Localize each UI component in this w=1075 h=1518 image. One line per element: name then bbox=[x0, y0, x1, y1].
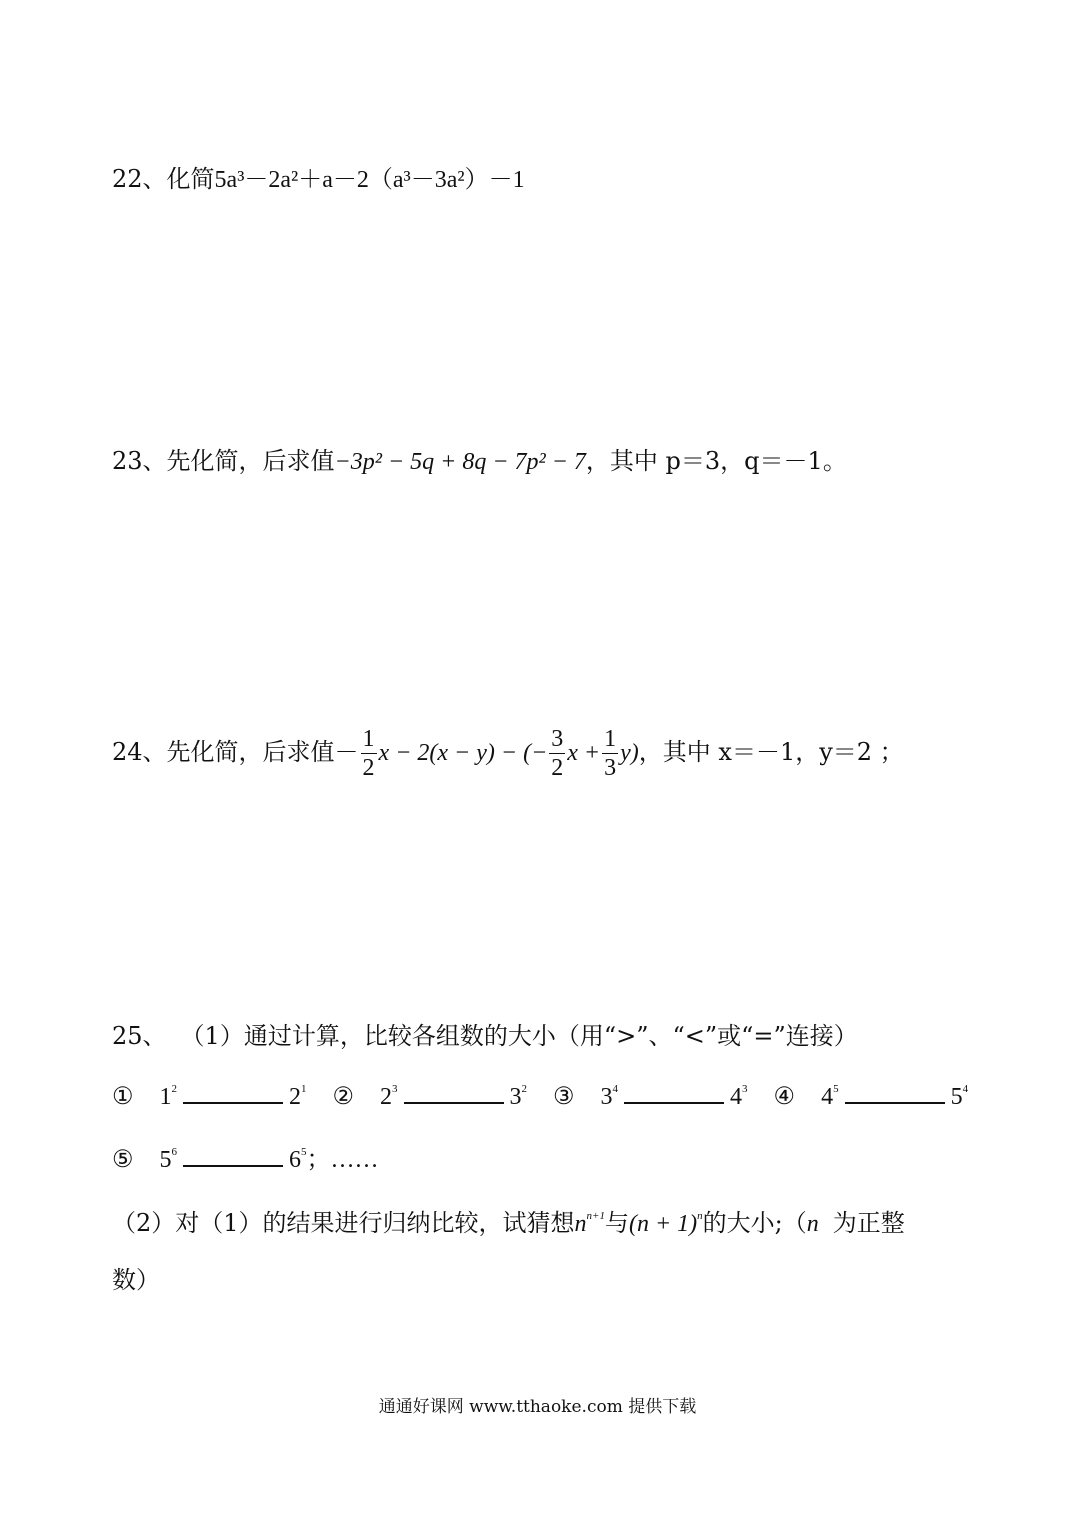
question-23-prefix: 23、先化简，后求值 bbox=[112, 447, 335, 475]
item-3-answer-blank[interactable] bbox=[624, 1080, 724, 1104]
question-25-part2 bbox=[112, 1207, 905, 1240]
fraction-one-third: $\frac{1}{3}$ bbox=[604, 726, 617, 781]
question-23-expression: −3p² − 5q + 8q − 7p² − 7 bbox=[334, 449, 586, 475]
question-25-part2-continued bbox=[112, 1264, 160, 1296]
part2-text-c: 为正整 bbox=[832, 1209, 905, 1237]
question-24-part3: y) bbox=[620, 740, 639, 766]
part2-text-b: 的大小;（ bbox=[702, 1209, 807, 1237]
item-5-left: $5^6$ bbox=[159, 1146, 178, 1173]
question-24-suffix: ，其中 x＝－1，y＝2 ； bbox=[638, 738, 904, 766]
item-4-label: ④ bbox=[773, 1084, 796, 1110]
comparison-row-1 bbox=[112, 1080, 968, 1113]
question-25-prefix: 25、 bbox=[112, 1022, 167, 1050]
item-4-answer-blank[interactable] bbox=[845, 1080, 945, 1104]
question-22 bbox=[112, 163, 525, 196]
item-3-label: ③ bbox=[553, 1084, 575, 1110]
item-2-right: $3^2$ bbox=[509, 1083, 528, 1110]
item-2-label: ② bbox=[332, 1084, 355, 1110]
item-1-left: $1^2$ bbox=[159, 1083, 178, 1110]
item-5-answer-blank[interactable] bbox=[183, 1143, 283, 1167]
item-3-left: $3^4$ bbox=[600, 1083, 619, 1110]
question-23-suffix: ，其中 p＝3，q＝－1。 bbox=[585, 447, 847, 475]
item-1-answer-blank[interactable] bbox=[183, 1080, 283, 1104]
footer-credit: 通通好课网 www.tthaoke.com 提供下载 bbox=[378, 1397, 697, 1417]
question-23 bbox=[112, 445, 847, 478]
comparison-row-2 bbox=[112, 1143, 379, 1176]
part2-n: n bbox=[806, 1211, 819, 1237]
question-25-part1-text: （1）通过计算，比较各组数的大小（用“>”、“<”或“=”连接） bbox=[180, 1022, 858, 1050]
question-24-part2: x + bbox=[567, 740, 601, 766]
fraction-three-halves: $\frac{3}{2}$ bbox=[551, 726, 564, 781]
fraction-one-half: $\frac{1}{2}$ bbox=[362, 726, 375, 781]
item-3-right: $4^3$ bbox=[730, 1083, 748, 1110]
item-2-left: $2^3$ bbox=[380, 1083, 398, 1110]
item-4-left: $4^5$ bbox=[821, 1083, 839, 1110]
item-5-label: ⑤ bbox=[112, 1147, 134, 1173]
part2-text-d: 数） bbox=[112, 1266, 160, 1294]
item-1-right: $2^1$ bbox=[289, 1083, 307, 1110]
question-22-expression: 5a³－2a²＋a－2（a³－3a²）－1 bbox=[214, 167, 525, 193]
question-24-part1: x − 2(x − y) − (− bbox=[378, 740, 548, 766]
expr-n-plus-one-power: $(n + 1)^n$ bbox=[628, 1210, 703, 1237]
question-25-heading bbox=[112, 1020, 858, 1052]
question-22-prefix: 22、化简 bbox=[112, 165, 215, 193]
item-1-label: ① bbox=[112, 1084, 134, 1110]
item-5-right: $6^5$ bbox=[289, 1146, 307, 1173]
item-4-right: $5^4$ bbox=[950, 1083, 969, 1110]
part2-text-a: （2）对（1）的结果进行归纳比较，试猜想 bbox=[112, 1209, 575, 1237]
item-2-answer-blank[interactable] bbox=[404, 1080, 504, 1104]
question-24-prefix: 24、先化简，后求值－ bbox=[112, 738, 359, 766]
question-24 bbox=[112, 720, 904, 785]
ellipsis: ；…… bbox=[306, 1147, 379, 1173]
part2-mid: 与 bbox=[604, 1209, 629, 1237]
expr-n-power: $n^{n+1}$ bbox=[574, 1210, 605, 1237]
